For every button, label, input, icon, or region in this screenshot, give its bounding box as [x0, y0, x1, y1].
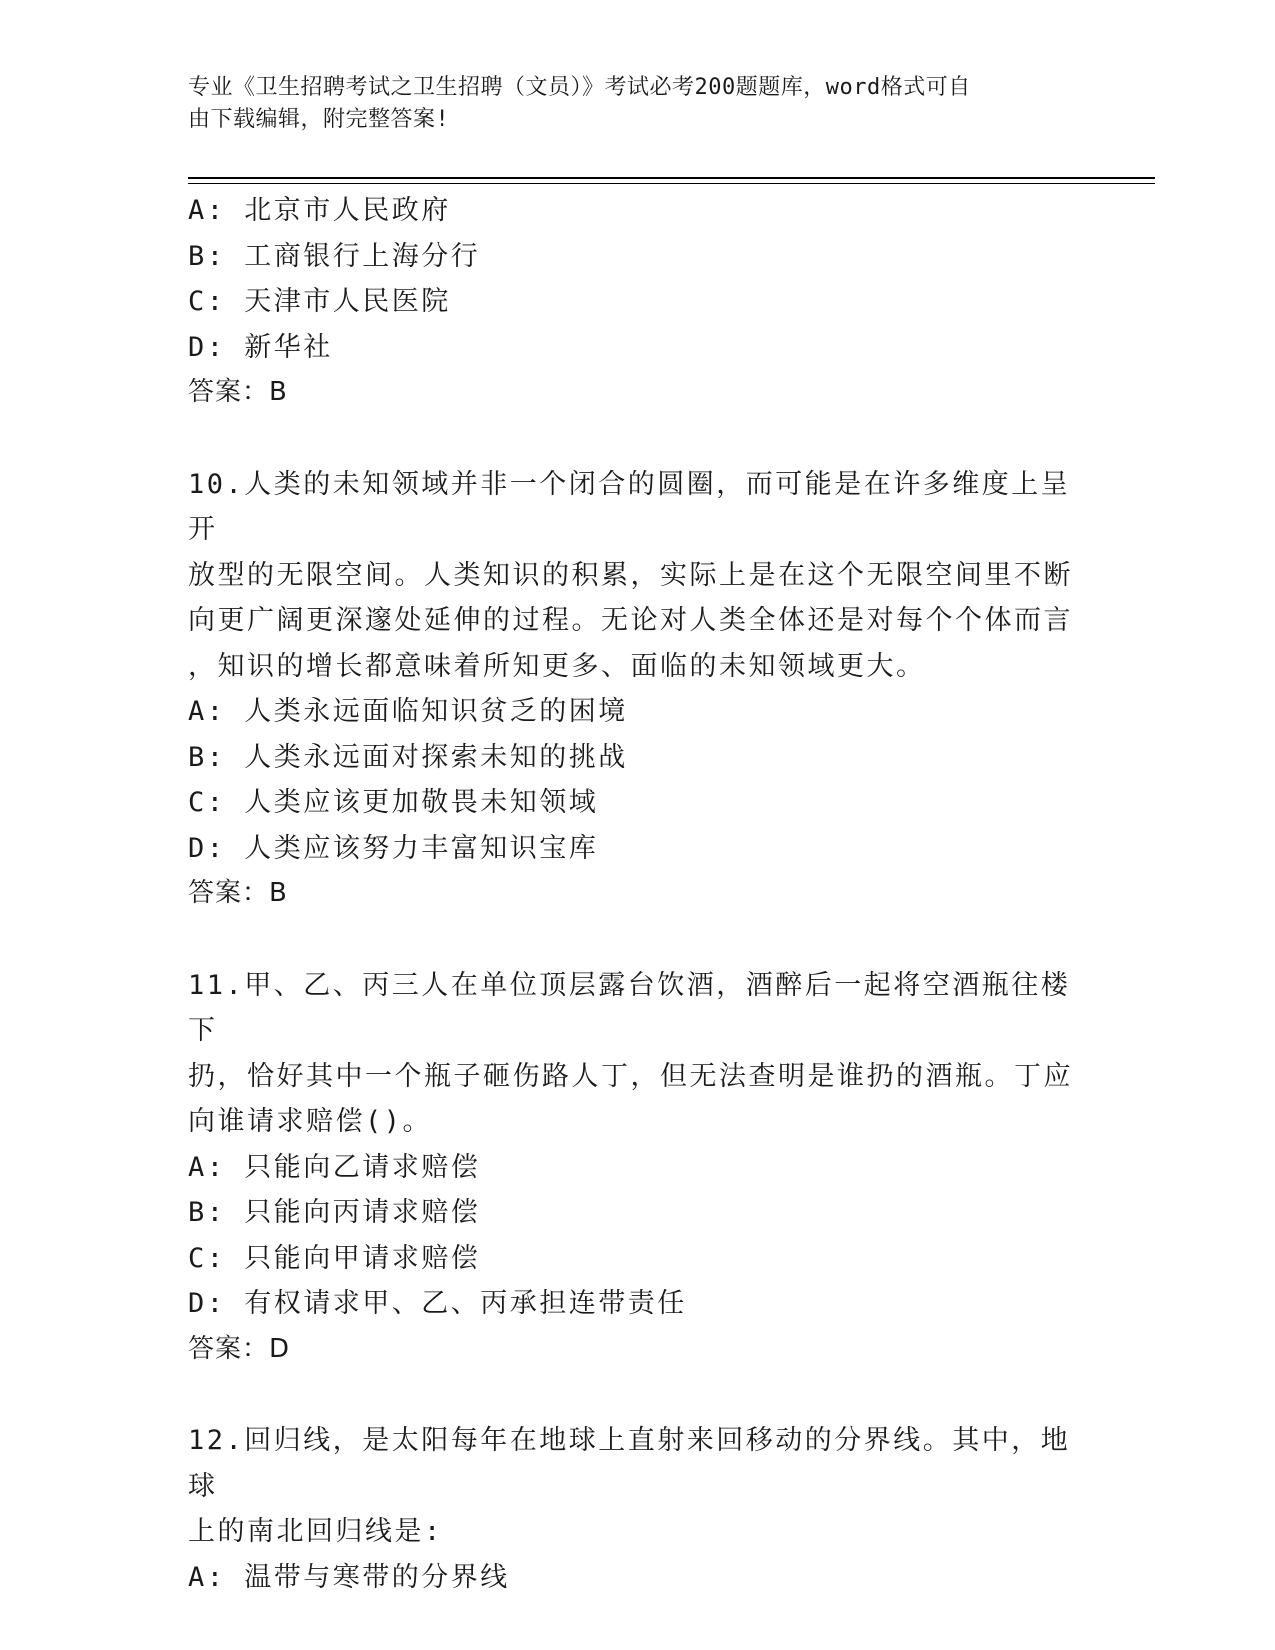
option-d: D: 人类应该努力丰富知识宝库: [188, 832, 599, 864]
header-divider-thick: [188, 177, 1155, 179]
answer-line: 答案：B: [188, 377, 288, 407]
option-c: C: 只能向甲请求赔偿: [188, 1242, 481, 1274]
question-stem-line: 11.甲、乙、丙三人在单位顶层露台饮酒，酒醉后一起将空酒瓶往楼下: [188, 969, 1071, 1046]
question-stem-line: 放型的无限空间。人类知识的积累，实际上是在这个无限空间里不断: [188, 559, 1073, 591]
option-a: A: 温带与寒带的分界线: [188, 1561, 510, 1593]
option-a: A: 人类永远面临知识贫乏的困境: [188, 696, 628, 727]
question-stem-line: 10.人类的未知领域并非一个闭合的圆圈，而可能是在许多维度上呈开: [188, 468, 1071, 545]
option-c: C: 人类应该更加敬畏未知领域: [188, 787, 599, 818]
question-11: [188, 963, 1088, 1373]
option-b: B: 只能向丙请求赔偿: [188, 1197, 481, 1228]
question-stem-line: 向谁请求赔偿()。: [188, 1106, 433, 1137]
question-9: [188, 188, 1088, 416]
header-line-1: 专业《卫生招聘考试之卫生招聘（文员）》考试必考200题题库，word格式可自: [188, 75, 971, 100]
option-a: A: 北京市人民政府: [188, 195, 451, 226]
question-stem-line: 向更广阔更深邃处延伸的过程。无论对人类全体还是对每个个体而言: [188, 605, 1073, 636]
question-stem-line: ，知识的增长都意味着所知更多、面临的未知领域更大。: [188, 650, 926, 682]
answer-line: 答案：B: [188, 878, 288, 908]
question-12: [188, 1418, 1088, 1600]
document-header: [188, 72, 1068, 136]
header-divider-thin: [188, 183, 1155, 184]
question-stem-line: 扔，恰好其中一个瓶子砸伤路人丁，但无法查明是谁扔的酒瓶。丁应: [188, 1060, 1073, 1092]
question-10: [188, 462, 1088, 917]
option-d: D: 新华社: [188, 331, 333, 363]
option-b: B: 人类永远面对探索未知的挑战: [188, 741, 628, 773]
question-stem-line: 12.回归线，是太阳每年在地球上直射来回移动的分界线。其中，地球: [188, 1425, 1071, 1502]
option-a: A: 只能向乙请求赔偿: [188, 1151, 481, 1183]
question-stem-line: 上的南北回归线是:: [188, 1516, 443, 1547]
header-line-2: 由下载编辑，附完整答案!: [188, 107, 450, 132]
question-list: [188, 188, 1088, 1600]
answer-line: 答案：D: [188, 1333, 291, 1364]
option-c: C: 天津市人民医院: [188, 286, 451, 317]
option-b: B: 工商银行上海分行: [188, 240, 481, 272]
option-d: D: 有权请求甲、乙、丙承担连带责任: [188, 1288, 687, 1319]
